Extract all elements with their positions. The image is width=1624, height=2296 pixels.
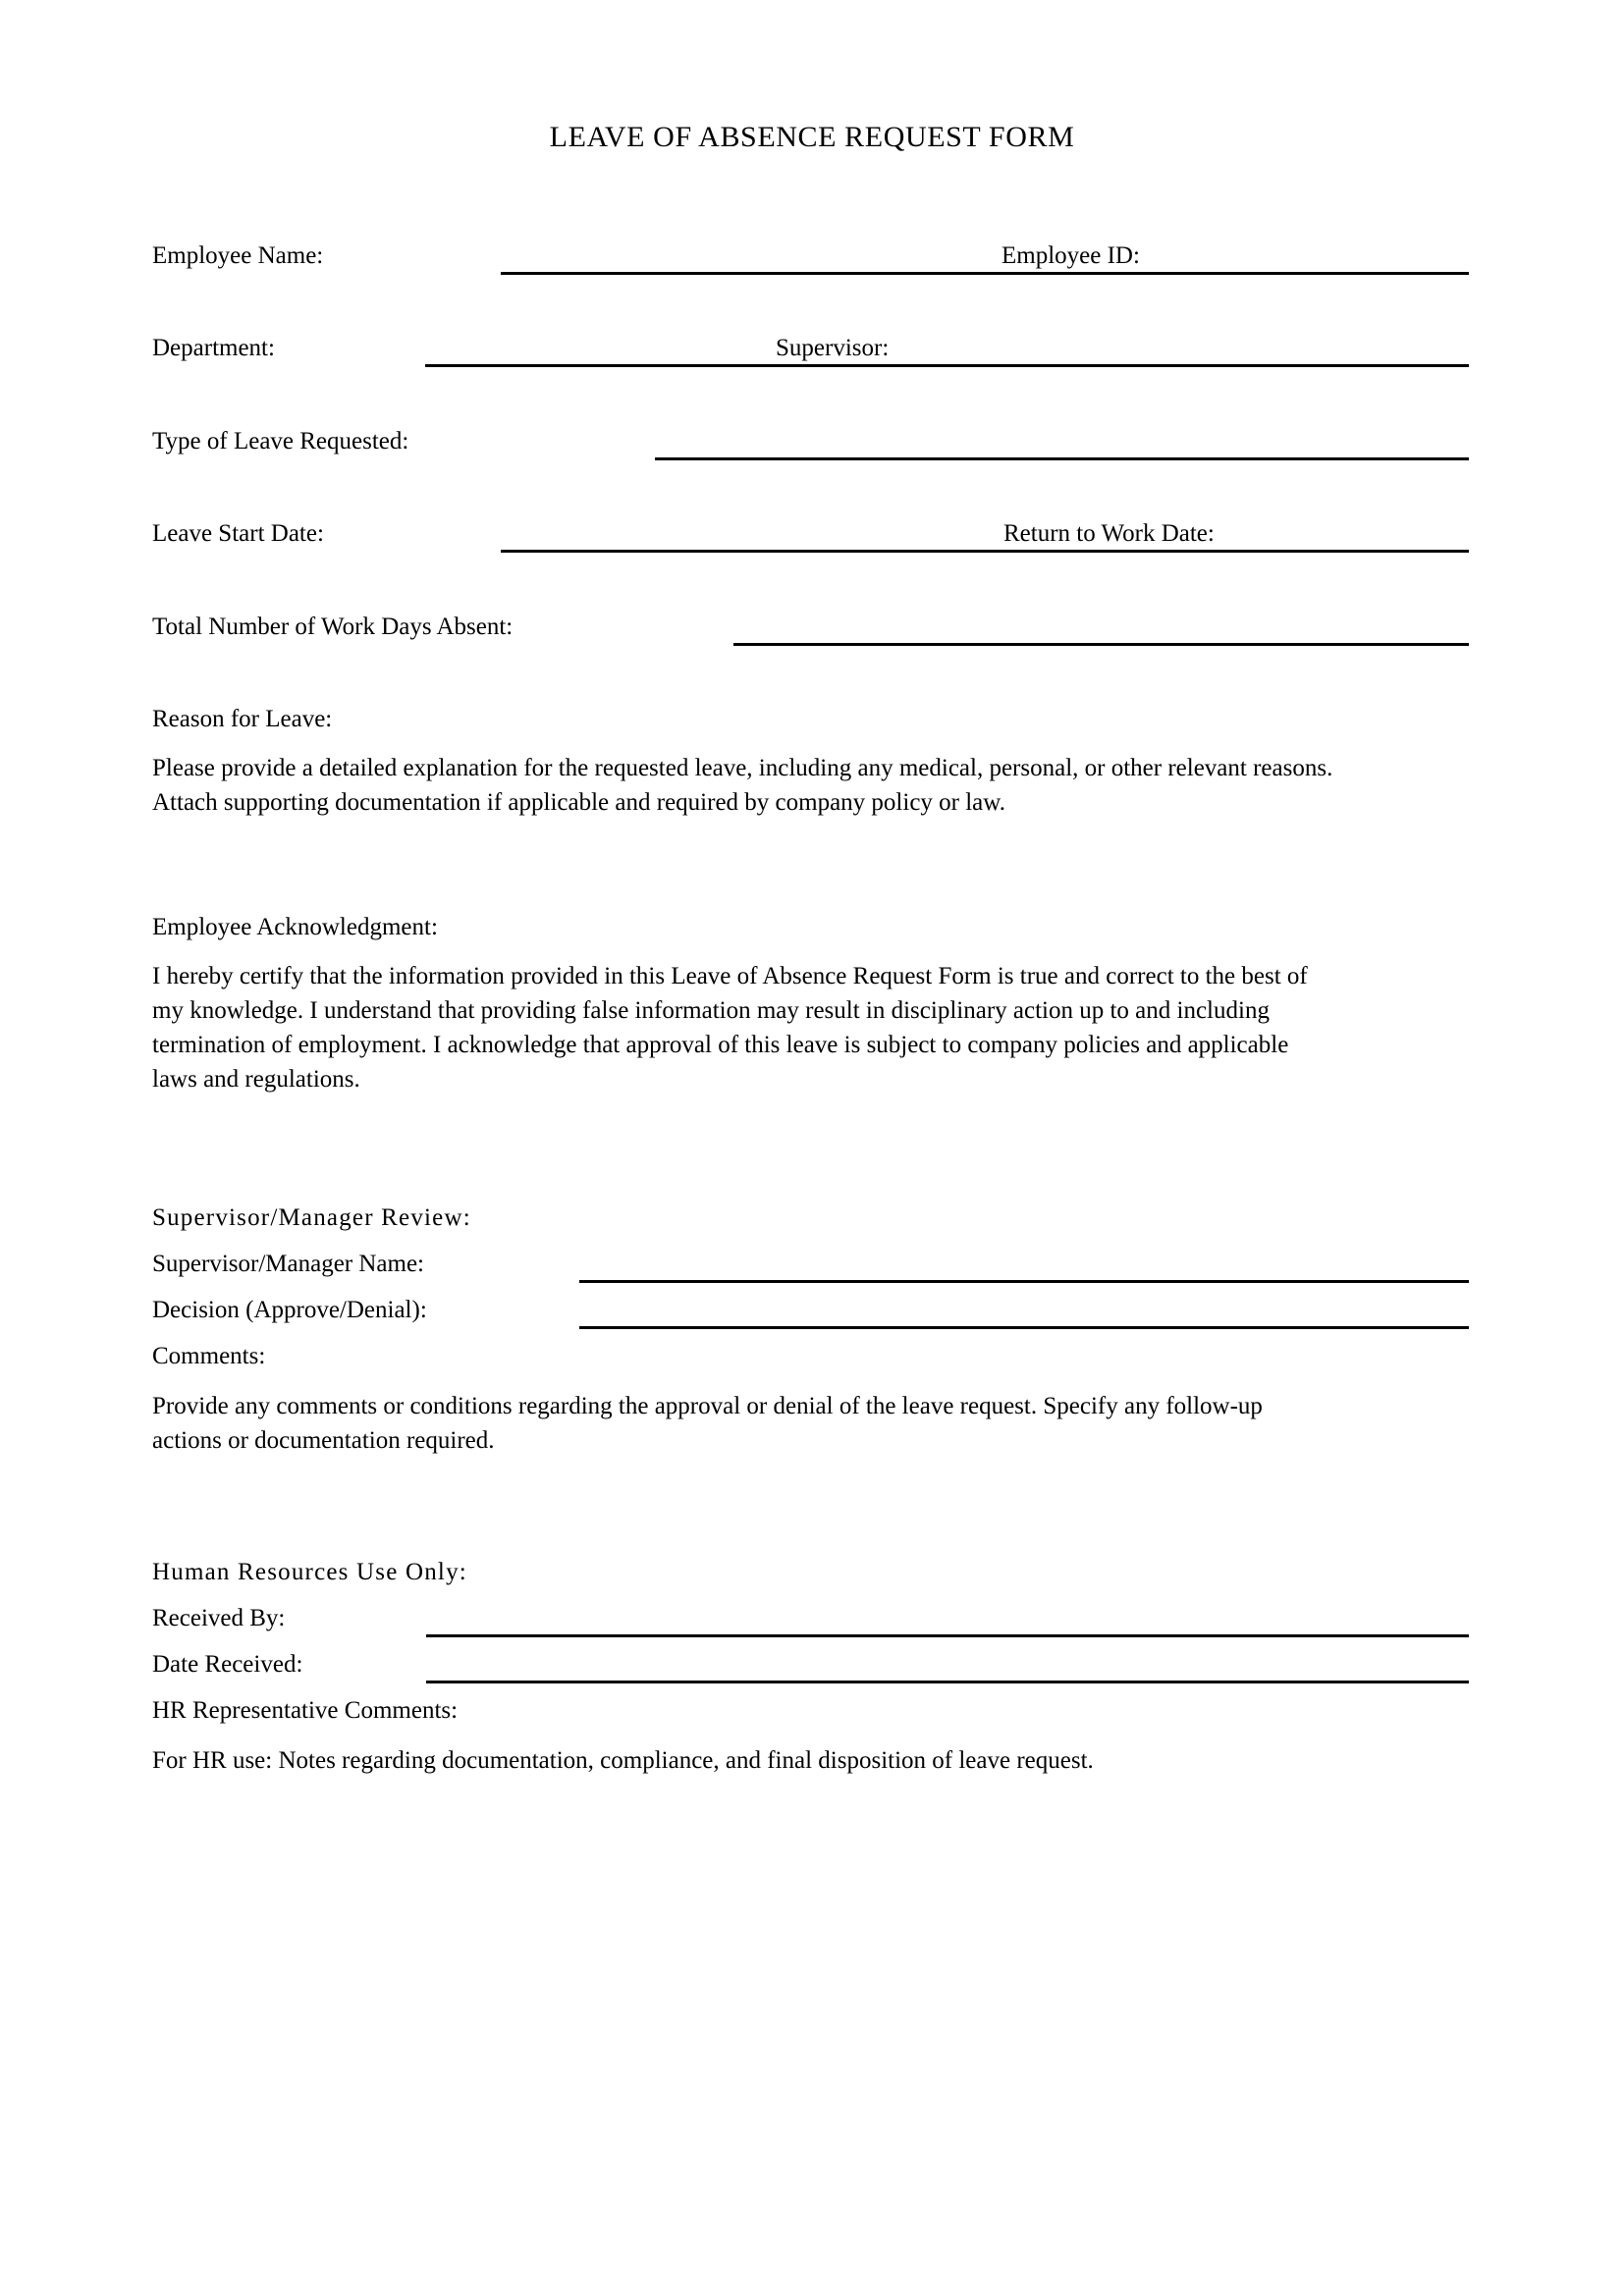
supervisor-manager-name-input-rule[interactable] — [579, 1280, 1469, 1283]
employee-name-label: Employee Name: — [152, 242, 324, 269]
employee-name-id-input-rule[interactable] — [501, 272, 1469, 275]
employee-acknowledgment-text — [152, 959, 1473, 1096]
reason-for-leave-instructions — [152, 751, 1473, 820]
hr-comments-line-1: For HR use: Notes regarding documentation, compliance, and final disposition of leave request. — [152, 1747, 1094, 1774]
supervisor-manager-name-label: Supervisor/Manager Name: — [152, 1251, 425, 1277]
received-by-label: Received By: — [152, 1605, 286, 1631]
supervisor-review-heading: Supervisor/Manager Review: — [152, 1204, 471, 1231]
supervisor-comments-label: Comments: — [152, 1343, 266, 1369]
reason-for-leave-heading: Reason for Leave: — [152, 706, 333, 732]
department-supervisor-input-rule[interactable] — [425, 364, 1469, 367]
hr-representative-comments-label: HR Representative Comments: — [152, 1697, 459, 1724]
employee-acknowledgment-heading: Employee Acknowledgment: — [152, 914, 438, 940]
total-work-days-absent-label: Total Number of Work Days Absent: — [152, 614, 514, 640]
decision-label: Decision (Approve/Denial): — [152, 1297, 427, 1323]
decision-input-rule[interactable] — [579, 1326, 1469, 1329]
total-work-days-absent-input-rule[interactable] — [733, 643, 1469, 646]
reason-line-1: Please provide a detailed explanation for the requested leave, including any medical, personal, or other relevant reasons. — [152, 755, 1333, 781]
date-received-label: Date Received: — [152, 1651, 303, 1678]
acknowledgment-line-2: my knowledge. I understand that providing false information may result in disciplinary action up to and including — [152, 997, 1270, 1024]
date-received-input-rule[interactable] — [426, 1681, 1469, 1683]
acknowledgment-line-1: I hereby certify that the information provided in this Leave of Absence Request Form is true and correct to the best of — [152, 963, 1308, 989]
return-to-work-date-label: Return to Work Date: — [1003, 520, 1215, 547]
supervisor-comments-line-2: actions or documentation required. — [152, 1427, 495, 1454]
leave-dates-input-rule[interactable] — [501, 550, 1469, 553]
hr-use-only-heading: Human Resources Use Only: — [152, 1559, 467, 1585]
received-by-input-rule[interactable] — [426, 1634, 1469, 1637]
department-label: Department: — [152, 335, 275, 361]
type-of-leave-input-rule[interactable] — [655, 457, 1469, 460]
supervisor-comments-line-1: Provide any comments or conditions regarding the approval or denial of the leave request. Specify any follow-up — [152, 1393, 1263, 1419]
page-title: LEAVE OF ABSENCE REQUEST FORM — [549, 121, 1075, 153]
acknowledgment-line-4: laws and regulations. — [152, 1066, 360, 1093]
employee-id-label: Employee ID: — [1001, 242, 1140, 269]
leave-start-date-label: Leave Start Date: — [152, 520, 324, 547]
reason-line-2: Attach supporting documentation if applicable and required by company policy or law. — [152, 789, 1005, 816]
supervisor-label: Supervisor: — [776, 335, 890, 361]
supervisor-comments-instructions — [152, 1389, 1473, 1458]
acknowledgment-line-3: termination of employment. I acknowledge that approval of this leave is subject to company policies and applicable — [152, 1032, 1289, 1058]
type-of-leave-label: Type of Leave Requested: — [152, 428, 409, 454]
hr-representative-comments-instructions — [152, 1743, 1473, 1778]
